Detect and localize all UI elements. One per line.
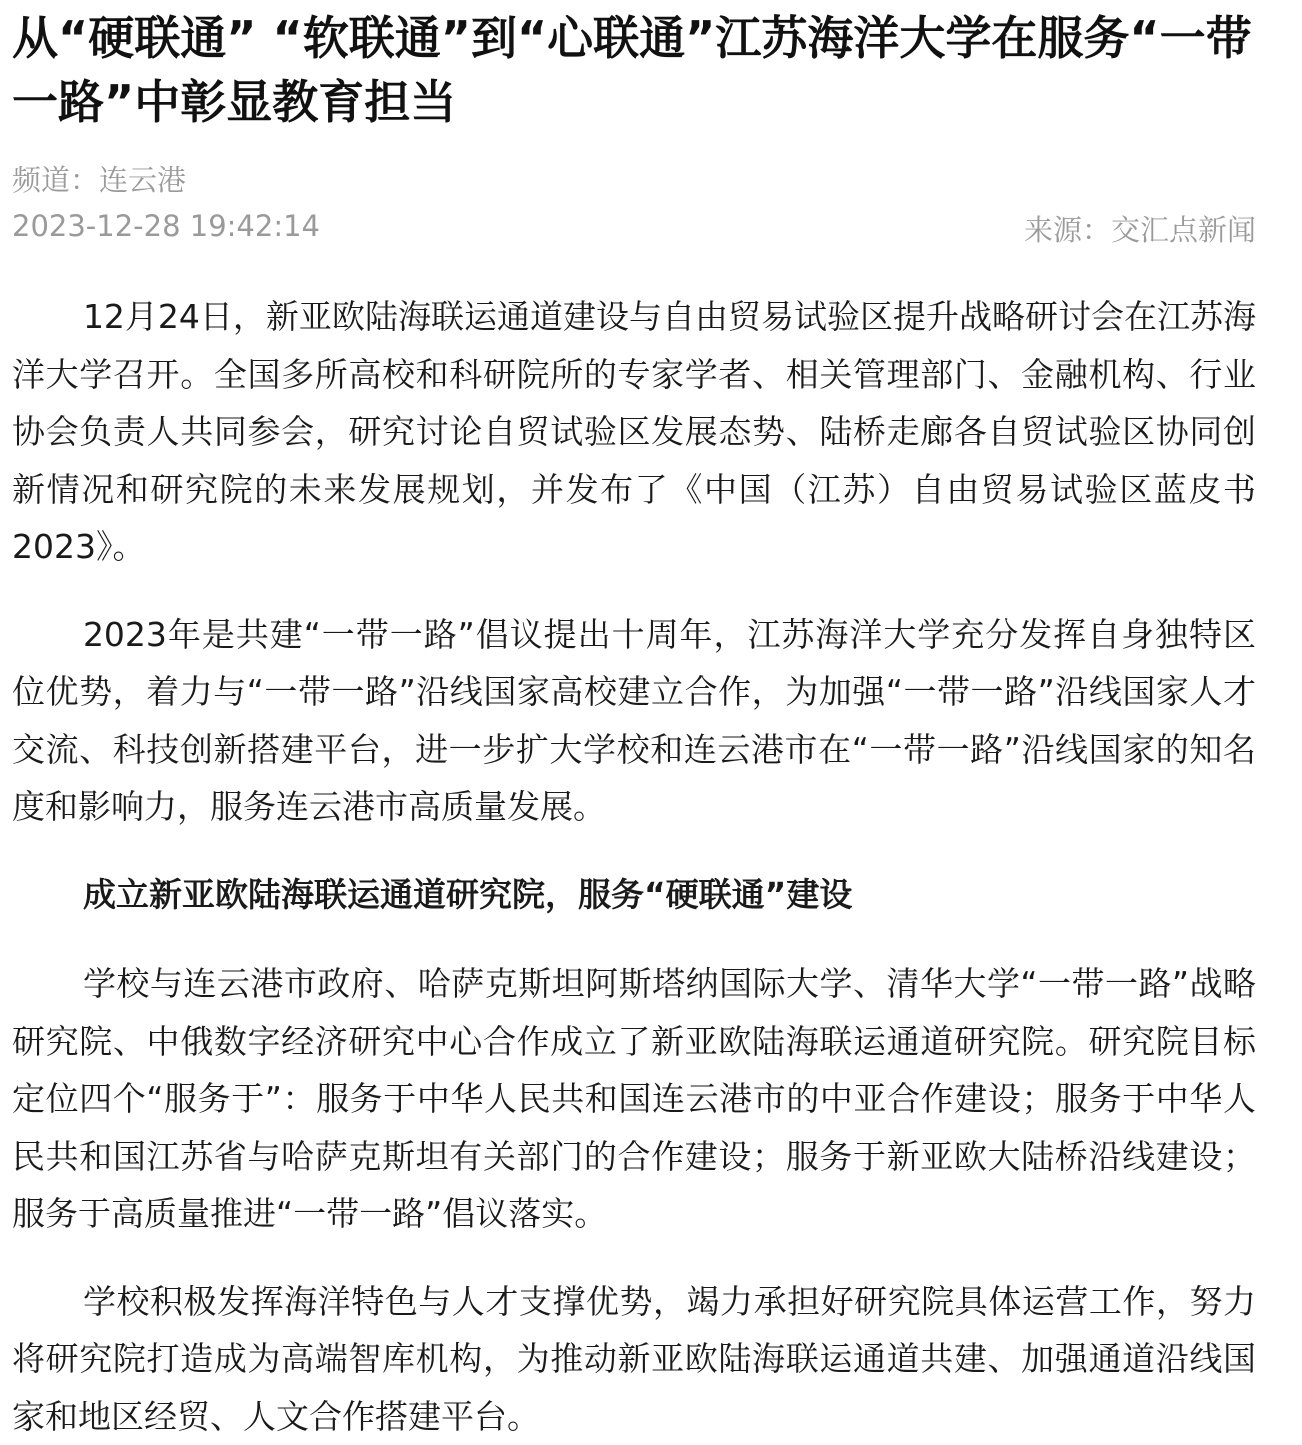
paragraph-background: 2023年是共建“一带一路”倡议提出十周年，江苏海洋大学充分发挥自身独特区位优势，着力与“一带一路”沿线国家高校建立合作，为加强“一带一路”沿线国家人才交流、科技创新搭建平台，进一步扩大学校和连云港市在“一带一路”沿线国家的知名度和影响力，服务连云港市高质量发展。 [12,606,1256,836]
article [12,0,1256,1445]
article-body [12,288,1256,1445]
source-label: 来源：交汇点新闻 [1024,208,1256,252]
publish-datetime: 2023-12-28 19:42:14 [12,204,320,248]
section-heading: 成立新亚欧陆海联运通道研究院，服务“硬联通”建设 [12,866,1256,924]
channel-label: 频道：连云港 [12,158,186,202]
paragraph-intro: 12月24日，新亚欧陆海联运通道建设与自由贸易试验区提升战略研讨会在江苏海洋大学召开。全国多所高校和科研院所的专家学者、相关管理部门、金融机构、行业协会负责人共同参会，研究讨论自贸试验区发展态势、陆桥走廊各自贸试验区协同创新情况和研究院的未来发展规划，并发布了《中国（江苏）自由贸易试验区蓝皮书2023》。 [12,288,1256,576]
article-meta [12,158,1256,270]
paragraph-operations: 学校积极发挥海洋特色与人才支撑优势，竭力承担好研究院具体运营工作，努力将研究院打造成为高端智库机构，为推动新亚欧陆海联运通道共建、加强通道沿线国家和地区经贸、人文合作搭建平台。 [12,1273,1256,1445]
paragraph-institute: 学校与连云港市政府、哈萨克斯坦阿斯塔纳国际大学、清华大学“一带一路”战略研究院、中俄数字经济研究中心合作成立了新亚欧陆海联运通道研究院。研究院目标定位四个“服务于”：服务于中华人民共和国连云港市的中亚合作建设；服务于中华人民共和国江苏省与哈萨克斯坦有关部门的合作建设；服务于新亚欧大陆桥沿线建设；服务于高质量推进“一带一路”倡议落实。 [12,955,1256,1243]
article-title: 从“硬联通” “软联通”到“心联通”江苏海洋大学在服务“一带一路”中彰显教育担当 [12,0,1256,134]
